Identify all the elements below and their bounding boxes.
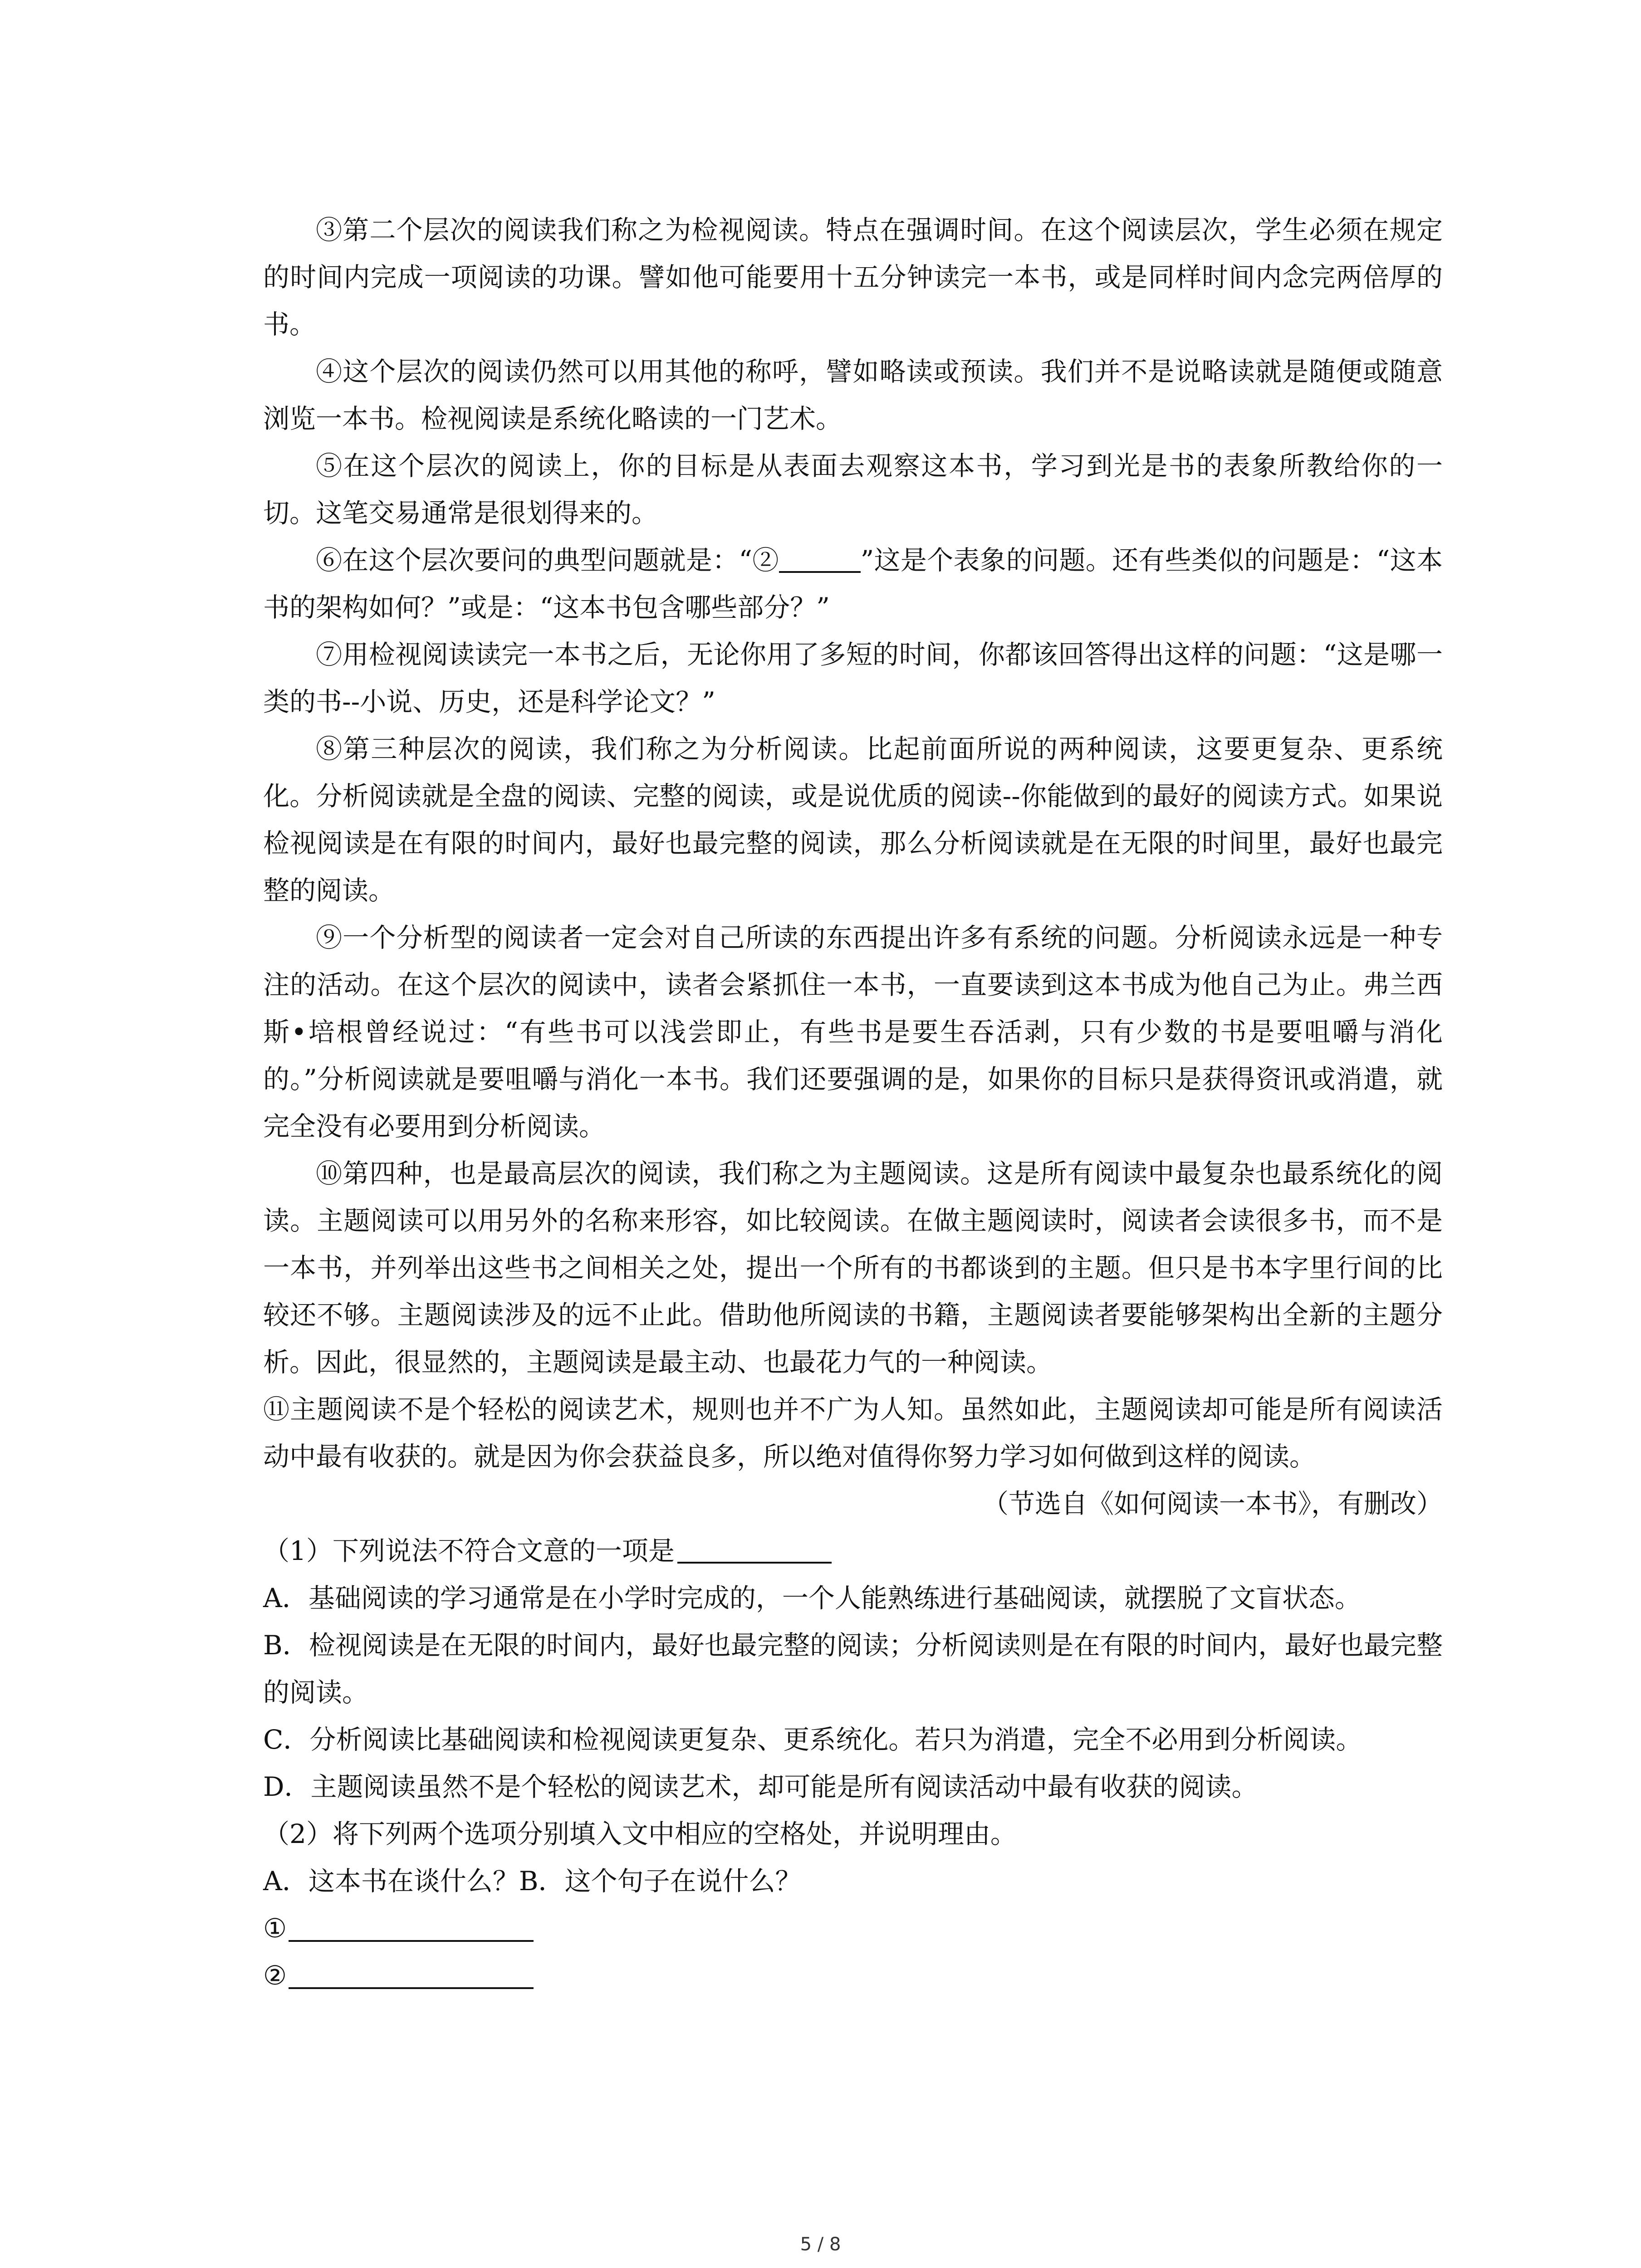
question-2-answer-1 [263,1905,1443,1952]
question-1-option-d: D．主题阅读虽然不是个轻松的阅读艺术，却可能是所有阅读活动中最有收获的阅读。 [263,1771,1258,1802]
question-1-stem [263,1527,1443,1574]
source-citation: （节选自《如何阅读一本书》，有删改） [982,1488,1443,1519]
question-1-option-c: C．分析阅读比基础阅读和检视阅读更复杂、更系统化。若只为消遣，完全不必用到分析阅读。 [263,1724,1362,1755]
page-number: 5 / 8 [800,2234,841,2255]
paragraph-7: ⑦用检视阅读读完一本书之后，无论你用了多短的时间，你都该回答得出这样的问题：“这是哪一类的书--小说、历史，还是科学论文？” [263,639,1443,717]
paragraph-10: ⑩第四种，也是最高层次的阅读，我们称之为主题阅读。这是所有阅读中最复杂也最系统化的阅读。主题阅读可以用另外的名称来形容，如比较阅读。在做主题阅读时，阅读者会读很多书，而不是一本书，并列举出这些书之间相关之处，提出一个所有的书都谈到的主题。但只是书本字里行间的比较还不够。主题阅读涉及的远不止此。借助他所阅读的书籍，主题阅读者要能够架构出全新的主题分析。因此，很显然的，主题阅读是最主动、也最花力气的一种阅读。 [263,1158,1443,1378]
paragraph-11: ⑪主题阅读不是个轻松的阅读艺术，规则也并不广为人知。虽然如此，主题阅读却可能是所有阅读活动中最有收获的。就是因为你会获益良多，所以绝对值得你努力学习如何做到这样的阅读。 [263,1394,1443,1472]
question-1-option-a: A．基础阅读的学习通常是在小学时完成的，一个人能熟练进行基础阅读，就摆脱了文盲状态。 [263,1583,1361,1613]
answer-1-blank[interactable] [289,1913,534,1942]
paragraph-3: ③第二个层次的阅读我们称之为检视阅读。特点在强调时间。在这个阅读层次，学生必须在规定的时间内完成一项阅读的功课。譬如他可能要用十五分钟读完一本书，或是同样时间内念完两倍厚的书。 [263,215,1443,340]
answer-2-label: ② [263,1960,287,1991]
answer-2-blank[interactable] [289,1960,534,1989]
paragraph-6-before-blank: ⑥在这个层次要问的典型问题就是：“② [316,545,779,576]
question-1-stem-text: （1）下列说法不符合文意的一项是 [263,1535,675,1566]
paragraph-9: ⑨一个分析型的阅读者一定会对自己所读的东西提出许多有系统的问题。分析阅读永远是一种专注的活动。在这个层次的阅读中，读者会紧抓住一本书，一直要读到这本书成为他自己为止。弗兰西斯•培根曾经说过：“有些书可以浅尝即止，有些书是要生吞活剥，只有少数的书是要咀嚼与消化的。”分析阅读就是要咀嚼与消化一本书。我们还要强调的是，如果你的目标只是获得资讯或消遣，就完全没有必要用到分析阅读。 [263,922,1443,1142]
question-1-answer-blank[interactable] [677,1535,832,1564]
paragraph-6 [263,537,1443,631]
document-content [263,206,1443,1999]
paragraph-8: ⑧第三种层次的阅读，我们称之为分析阅读。比起前面所说的两种阅读，这要更复杂、更系统化。分析阅读就是全盘的阅读、完整的阅读，或是说优质的阅读--你能做到的最好的阅读方式。如果说检视阅读是在有限的时间内，最好也最完整的阅读，那么分析阅读就是在无限的时间里，最好也最完整的阅读。 [263,733,1443,906]
question-1-option-b: B．检视阅读是在无限的时间内，最好也最完整的阅读；分析阅读则是在有限的时间内，最好也最完整的阅读。 [263,1630,1443,1708]
paragraph-5: ⑤在这个层次的阅读上，你的目标是从表面去观察这本书，学习到光是书的表象所教给你的一切。这笔交易通常是很划得来的。 [263,450,1443,528]
question-2-stem: （2）将下列两个选项分别填入文中相应的空格处，并说明理由。 [263,1818,1017,1849]
question-2-answer-2 [263,1952,1443,1999]
answer-1-label: ① [263,1913,287,1944]
paragraph-6-after-blank: ”这是个表象的问题。还有些类似的问题是：“这本书的架构如何？”或是：“这本书包含哪些部分？” [263,545,1443,623]
question-2-options: A．这本书在谈什么？B．这个句子在说什么？ [263,1866,802,1897]
fill-blank-2[interactable] [779,544,861,573]
paragraph-4: ④这个层次的阅读仍然可以用其他的称呼，譬如略读或预读。我们并不是说略读就是随便或随意浏览一本书。检视阅读是系统化略读的一门艺术。 [263,356,1443,434]
